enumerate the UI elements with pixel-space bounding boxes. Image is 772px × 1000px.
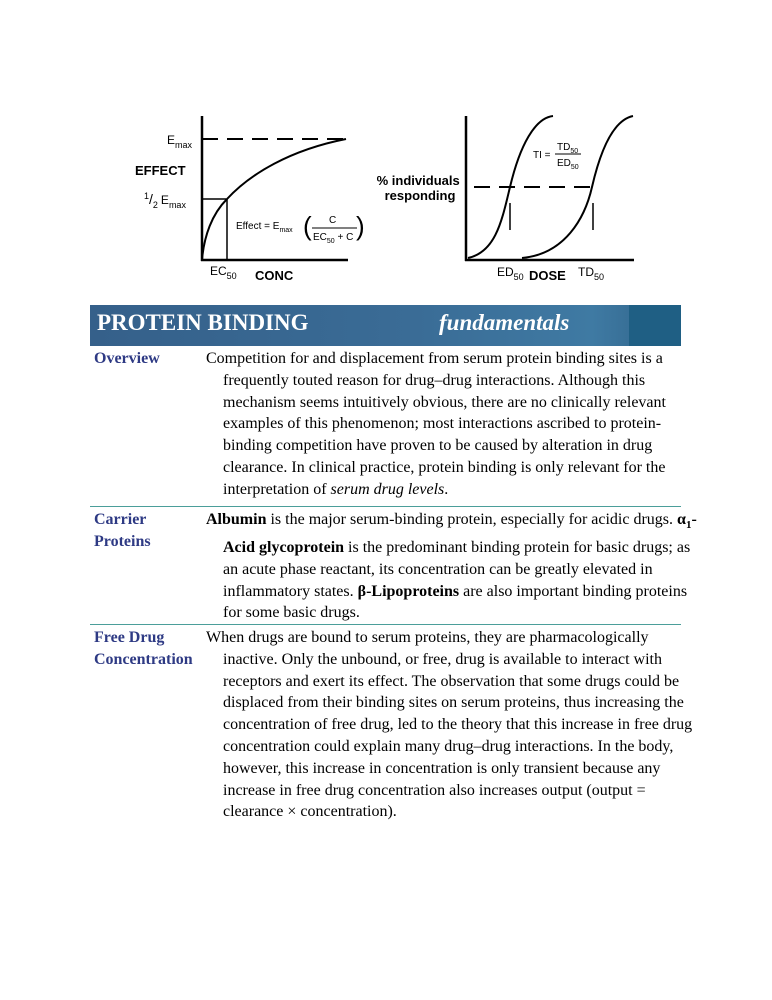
section-subtitle: fundamentals (439, 310, 570, 335)
svg-text:ED50: $ED_{50}$ (557, 158, 579, 171)
banner-endcap (629, 305, 681, 346)
overview-text: Competition for and displacement from serum protein binding sites is a frequently touted reason for drug–drug interactions. Although this mechanism seems intuitively obvious, there are no clinically relevant examples of this phenomenon; most interactions ascribed to protein-binding competition have proven to be caused by alteration in drug clearance. In clinical practice, protein binding is only relevant for the interpretation of serum drug levels. (206, 350, 666, 498)
half-emax-label: $^1/_2$ $E_{max}$ (144, 191, 186, 210)
td50-label: $TD_{50}$ (578, 265, 605, 282)
percent-responding-label: % individuals responding (376, 173, 460, 203)
svg-text:(: ( (303, 211, 312, 241)
svg-text:): ) (356, 211, 365, 241)
row-divider (90, 624, 681, 625)
free-drug-label: Free Drug Concentration (94, 629, 193, 668)
dose-axis-label: DOSE (529, 268, 566, 283)
section-title: PROTEIN BINDING (97, 310, 309, 335)
svg-text:EC50 + C: $EC_{50} + C$ (313, 232, 354, 245)
carrier-proteins-text: Albumin is the major serum-binding protein, especially for acidic drugs. $\alpha_1$-Acid glycoprotein is the predominant binding protein for basic drugs; as an acute phase reactant, its concentration can be greatly elevated in inflammatory states. β-Lipoproteins are also important binding proteins for some basic drugs. (206, 511, 697, 622)
pharmacology-figures (0, 0, 772, 300)
conc-axis-label: CONC (255, 268, 294, 283)
ed50-label: $ED_{50}$ (497, 265, 524, 282)
quantal-dose-response-graph (377, 116, 634, 283)
carrier-proteins-label: Carrier Proteins (94, 511, 151, 550)
svg-text:TI =: TI = (533, 150, 551, 161)
section-banner (90, 305, 681, 346)
effect-equation (236, 211, 365, 245)
effect-axis-label: EFFECT (135, 163, 186, 178)
concentration-effect-graph (135, 116, 365, 283)
emax-label: $E_{max}$ (167, 133, 193, 150)
svg-text:TD50: $TD_{50}$ (557, 142, 579, 155)
overview-label: Overview (94, 350, 160, 367)
svg-text:Effect = Emax: Effect = $E_{max}$ (236, 221, 293, 234)
ec50-label: $EC_{50}$ (210, 264, 237, 281)
row-divider (90, 506, 681, 507)
therapeutic-index-equation (533, 142, 581, 171)
free-drug-text: When drugs are bound to serum proteins, they are pharmacologically inactive. Only the unbound, or free, drug is available to interact with receptors and exert its effect. The observation that some drugs could be displaced from their binding sites on serum proteins, thus increasing the concentration of free drug, led to the theory that this increase in free drug concentration could explain many drug–drug interactions. In the body, however, this increase in concentration is only transient because any increase in free drug concentration also increases output (output = clearance × concentration). (206, 629, 693, 821)
svg-text:C: C (329, 215, 337, 226)
